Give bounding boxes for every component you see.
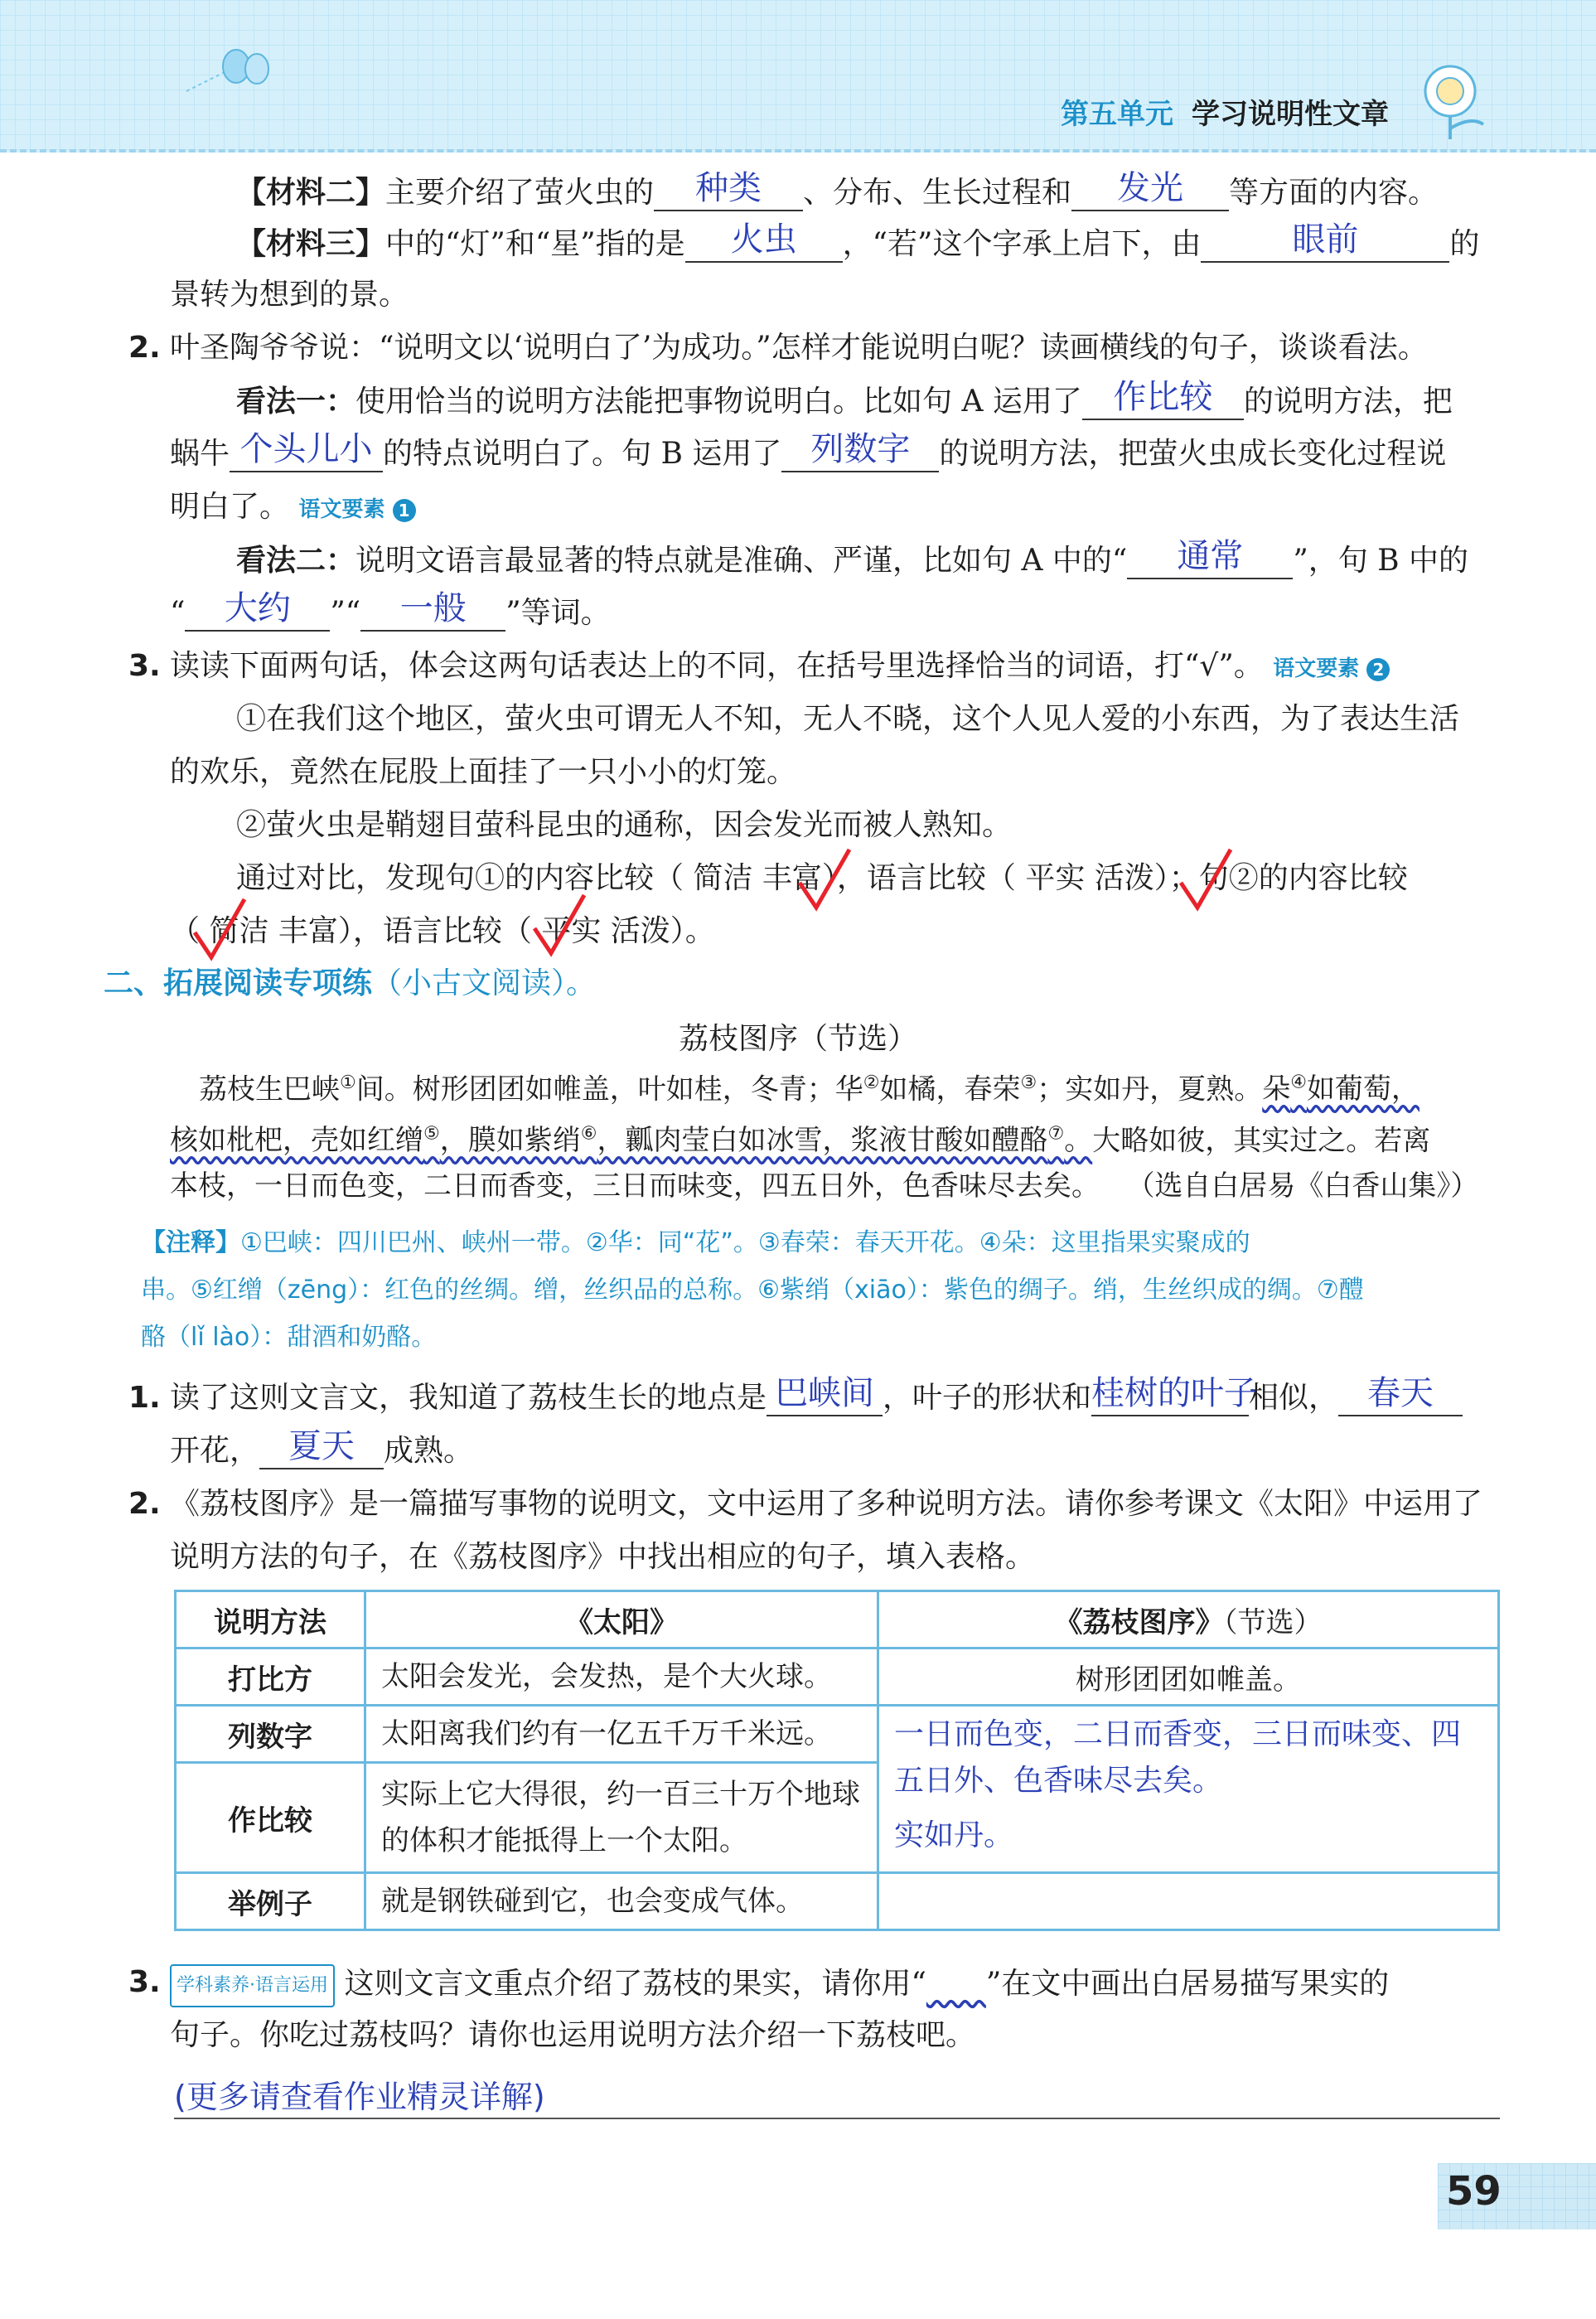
answer-blank[interactable]: 大约 bbox=[185, 597, 330, 632]
table-row: 作比较 实际上它大得很，约一百三十万个地球的体积才能抵得上一个太阳。 bbox=[176, 1763, 1499, 1873]
table-header: 《荔枝图序》（节选） bbox=[878, 1591, 1499, 1648]
skill-chip: 学科素养·语言运用 bbox=[170, 1964, 335, 2007]
view1-line3: 明白了。 语文要素 1 bbox=[170, 489, 416, 528]
question-3-line: 读读下面两句话，体会这两句话表达上的不同，在括号里选择恰当的词语，打“√”。 语文要素 2 bbox=[170, 648, 1390, 687]
sentence-1-cont: 的欢乐，竟然在屁股上面挂了一只小小的灯笼。 bbox=[170, 755, 797, 789]
answer-blank[interactable]: 列数字 bbox=[781, 438, 939, 472]
annotation-line-3: 酪（lǐ lào）：甜酒和奶酪。 bbox=[141, 1323, 437, 1352]
answer-cell[interactable]: 一日而色变，二日而香变，三日而味变、四五日外、色香味尽去矣。 实如丹。 bbox=[878, 1706, 1499, 1873]
answer-blank[interactable]: 作比较 bbox=[1082, 385, 1244, 420]
answer-blank[interactable]: 一般 bbox=[360, 597, 505, 632]
view2-line: 看法二：说明文语言最显著的特点就是准确、严谨，比如句 A 中的“ 通常 ”，句 B 中的 bbox=[236, 537, 1469, 578]
unit-label: 第五单元 bbox=[1061, 98, 1173, 131]
question-number: 1. bbox=[128, 1381, 161, 1415]
p2-question-1: 读了这则文言文，我知道了荔枝生长的地点是 巴峡间 ，叶子的形状和 桂树的叶子 相似， 春天 bbox=[170, 1380, 1463, 1416]
question-number: 3. bbox=[128, 1965, 161, 1999]
material3-line: 【材料三】中的“灯”和“星”指的是 火虫 ，“若”这个字承上启下，由 眼前 的 bbox=[236, 220, 1480, 261]
table-row: 举例子 就是钢铁碰到它，也会变成气体。 bbox=[176, 1873, 1499, 1930]
view1-line2: 蜗牛 个头儿小 的特点说明白了。句 B 运用了 列数字 的说明方法，把萤火虫成长变化过程说 bbox=[170, 430, 1447, 471]
sentence-1: ①在我们这个地区，萤火虫可谓无人不知，无人不晓，这个人见人爱的小东西，为了表达生活 bbox=[236, 702, 1460, 736]
answer-blank[interactable]: 通常 bbox=[1127, 545, 1293, 579]
p2-question-1-cont: 开花， 夏天 成熟。 bbox=[170, 1427, 474, 1468]
section-title: 二、拓展阅读专项练（小古文阅读）。 bbox=[104, 966, 597, 1000]
check-mark-icon bbox=[191, 895, 249, 961]
material3-line-cont: 景转为想到的景。 bbox=[170, 278, 409, 312]
passage-title: 荔枝图序（节选） bbox=[678, 1022, 918, 1056]
p2-question-2-cont: 说明方法的句子，在《荔枝图序》中找出相应的句子，填入表格。 bbox=[170, 1540, 1036, 1574]
page-header bbox=[0, 0, 1596, 153]
answer-blank[interactable]: 个头儿小 bbox=[230, 438, 383, 472]
table-header-row bbox=[176, 1591, 1499, 1648]
question-number: 3. bbox=[128, 649, 161, 683]
answer-cell[interactable]: 树形团团如帷盖。 bbox=[878, 1648, 1499, 1706]
page-number: 59 bbox=[1446, 2168, 1502, 2215]
compare-line: 通过对比，发现句①的内容比较（ 简洁 丰富），语言比较（ 平实 活泼）；句②的内容比较 bbox=[236, 861, 1408, 895]
method-table bbox=[174, 1590, 1500, 1931]
table-row: 打比方 太阳会发光，会发热，是个大火球。 树形团团如帷盖。 bbox=[176, 1648, 1499, 1706]
answer-blank[interactable]: 发光 bbox=[1071, 177, 1229, 211]
check-mark-icon bbox=[530, 891, 588, 957]
underlined-fruit-text: 朵④如葡萄， bbox=[1262, 1072, 1419, 1106]
answer-blank[interactable]: 种类 bbox=[654, 177, 803, 211]
answer-blank[interactable]: 巴峡间 bbox=[767, 1382, 883, 1416]
flower-icon bbox=[1409, 58, 1500, 141]
passage-line-3: 本枝，一日而色变，二日而香变，三日而味变，四五日外，色香味尽去矣。 （选自白居易《白香山集》） bbox=[170, 1169, 1479, 1203]
element-tag: 语文要素 2 bbox=[1273, 656, 1390, 681]
question-2-text: 叶圣陶爷爷说：“说明文以‘说明白了’为成功。”怎样才能说明白呢？读画横线的句子，谈谈看法。 bbox=[170, 331, 1428, 365]
answer-blank[interactable]: 春天 bbox=[1338, 1382, 1463, 1416]
compare-line-2: （ 简洁 丰富），语言比较（ 平实 活泼）。 bbox=[170, 914, 715, 948]
question-number: 2. bbox=[128, 1487, 161, 1521]
check-mark-icon bbox=[1177, 845, 1235, 912]
underlined-fruit-text: 核如枇杷，壳如红缯⑤，膜如紫绡⑥，瓤肉莹白如冰雪，浆液甘酸如醴酪⑦。 bbox=[170, 1124, 1093, 1158]
view2-line2: “ 大约 ”“ 一般 ”等词。 bbox=[170, 589, 611, 630]
element-tag: 语文要素 1 bbox=[298, 497, 415, 522]
answer-blank[interactable]: 火虫 bbox=[685, 228, 843, 263]
p2-question-2: 《荔枝图序》是一篇描写事物的说明文，文中运用了多种说明方法。请你参考课文《太阳》中运用了 bbox=[170, 1487, 1483, 1521]
check-mark-icon bbox=[796, 845, 854, 912]
table-row: 列数字 太阳离我们约有一亿五千万千米远。 一日而色变，二日而香变，三日而味变、四五日外、色香味尽去矣。 实如丹。 bbox=[176, 1706, 1499, 1763]
annotation-line-1: 【注释】①巴峡：四川巴州、峡州一带。②华：同“花”。③春荣：春天开花。④朵：这里指果实聚成的 bbox=[141, 1228, 1250, 1257]
material2-line: 【材料二】主要介绍了萤火虫的 种类 、分布、生长过程和 发光 等方面的内容。 bbox=[236, 169, 1439, 210]
chapter-title: 学习说明性文章 bbox=[1192, 98, 1389, 131]
answer-blank[interactable]: 桂树的叶子 bbox=[1091, 1382, 1249, 1416]
more-link[interactable]: (更多请查看作业精灵详解) bbox=[174, 2076, 1500, 2119]
unit-title bbox=[1061, 91, 1389, 132]
p2-question-3-cont: 句子。你吃过荔枝吗？请你也运用说明方法介绍一下荔枝吧。 bbox=[170, 2018, 976, 2052]
question-number: 2. bbox=[128, 331, 161, 365]
p2-question-3: 学科素养·语言运用 这则文言文重点介绍了荔枝的果实，请你用“ ”在文中画出白居易描写果实的 bbox=[170, 1964, 1389, 2007]
sentence-2: ②萤火虫是鞘翅目萤科昆虫的通称，因会发光而被人熟知。 bbox=[236, 808, 1013, 842]
passage-line-1: 荔枝生巴峡①间。树形团团如帷盖，叶如桂，冬青；华②如橘，春荣③；实如丹，夏熟。朵④如葡萄， bbox=[199, 1072, 1419, 1106]
answer-blank[interactable]: 眼前 bbox=[1201, 228, 1449, 263]
table-header: 说明方法 bbox=[176, 1591, 365, 1648]
view1-line: 看法一：使用恰当的说明方法能把事物说明白。比如句 A 运用了 作比较 的说明方法，把 bbox=[236, 378, 1453, 419]
answer-cell[interactable] bbox=[878, 1873, 1499, 1930]
annotation-line-2: 串。⑤红缯（zēng）：红色的丝绸。缯，丝织品的总称。⑥紫绡（xiāo）：紫色的绸子。绡，生丝织成的绸。⑦醴 bbox=[141, 1276, 1364, 1305]
answer-blank[interactable]: 夏天 bbox=[259, 1435, 384, 1469]
table-header: 《太阳》 bbox=[365, 1591, 878, 1648]
passage-line-2: 核如枇杷，壳如红缯⑤，膜如紫绡⑥，瓤肉莹白如冰雪，浆液甘酸如醴酪⑦。大略如彼，其实过之。若离 bbox=[170, 1124, 1431, 1158]
page-number-box bbox=[1438, 2163, 1596, 2229]
butterfly-icon bbox=[178, 46, 278, 104]
